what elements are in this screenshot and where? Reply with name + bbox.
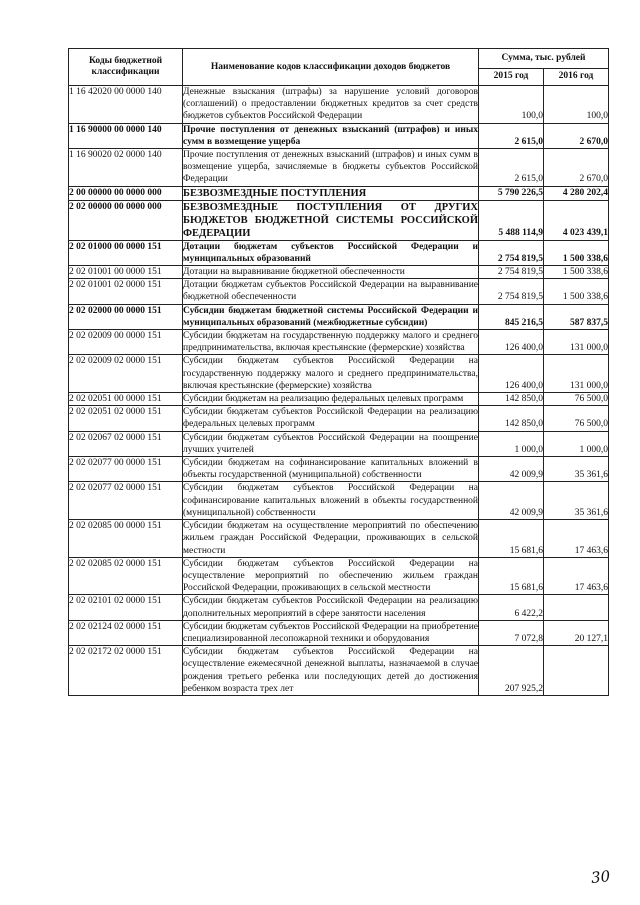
table-row [69, 482, 609, 520]
budget-code: 2 02 02085 02 0000 151 [69, 557, 183, 595]
amount-2015: 100,0 [479, 86, 544, 124]
table-row [69, 393, 609, 406]
revenue-name: БЕЗВОЗМЕЗДНЫЕ ПОСТУПЛЕНИЯ ОТ ДРУГИХ БЮДЖЕТОВ БЮДЖЕТНОЙ СИСТЕМЫ РОССИЙСКОЙ ФЕДЕРАЦИИ [183, 201, 478, 239]
table-row [69, 431, 609, 456]
revenue-name: Субсидии бюджетам на реализацию федеральных целевых программ [183, 393, 479, 406]
amount-2015: 845 216,5 [479, 304, 544, 329]
budget-code: 2 02 02124 02 0000 151 [69, 620, 183, 645]
table-row [69, 240, 609, 265]
revenue-name: Субсидии бюджетам бюджетной системы Российской Федерации и муниципальных образований (межбюджетные субсидии) [183, 305, 478, 328]
revenue-name: Прочие поступления от денежных взысканий (штрафов) и иных сумм в возмещение ущерба [183, 124, 478, 147]
budget-code: 1 16 90020 02 0000 140 [69, 149, 183, 187]
amount-2016: 2 670,0 [544, 149, 609, 187]
amount-2015: 207 925,2 [479, 646, 544, 696]
amount-2016: 1 000,0 [544, 431, 609, 456]
revenue-name: Субсидии бюджетам субъектов Российской Федерации на поощрение лучших учителей [183, 432, 478, 455]
amount-2016: 35 361,6 [544, 457, 609, 482]
header-sum: Сумма, тыс. рублей [479, 49, 609, 69]
budget-code: 2 02 02077 00 0000 151 [69, 457, 183, 482]
table-row [69, 646, 609, 696]
revenue-name: Субсидии бюджетам субъектов Российской Федерации на осуществление ежемесячной денежной выплаты, назначаемой в случае рождения третьего ребенка или последующих детей до достижения ребенком возраста трех лет [183, 647, 478, 694]
amount-2015: 42 009,9 [479, 482, 544, 520]
amount-2016: 100,0 [544, 86, 609, 124]
revenue-name: Субсидии бюджетам субъектов Российской Федерации на реализацию дополнительных мероприятий в сфере занятости населения [183, 596, 478, 619]
revenue-name: Денежные взыскания (штрафы) за нарушение условий договоров (соглашений) о предоставлении бюджетных кредитов за счет средств бюджетов субъектов Российской Федерации [183, 87, 478, 122]
table-row [69, 355, 609, 393]
amount-2015: 2 754 819,5 [479, 266, 544, 279]
header-names: Наименование кодов классификации доходов бюджетов [183, 49, 479, 86]
amount-2015: 7 072,8 [479, 620, 544, 645]
amount-2015: 15 681,6 [479, 557, 544, 595]
table-row [69, 330, 609, 355]
amount-2016: 20 127,1 [544, 620, 609, 645]
revenue-name: БЕЗВОЗМЕЗДНЫЕ ПОСТУПЛЕНИЯ [183, 186, 479, 200]
budget-code: 1 16 90000 00 0000 140 [69, 123, 183, 148]
amount-2016: 17 463,6 [544, 520, 609, 558]
budget-code: 2 02 02009 02 0000 151 [69, 355, 183, 393]
table-row [69, 406, 609, 431]
budget-code: 2 02 02077 02 0000 151 [69, 482, 183, 520]
amount-2015: 5 790 226,5 [479, 186, 544, 200]
budget-code: 2 02 01000 00 0000 151 [69, 240, 183, 265]
revenue-name: Субсидии бюджетам на софинансирование капитальных вложений в объекты государственной (муниципальной) собственности [183, 458, 478, 481]
table-row [69, 279, 609, 304]
revenue-name: Субсидии бюджетам на осуществление мероприятий по обеспечению жильем граждан Российской Федерации, проживающих в сельской местности [183, 521, 478, 556]
amount-2015: 2 754 819,5 [479, 279, 544, 304]
budget-code: 2 00 00000 00 0000 000 [69, 186, 183, 200]
amount-2016 [544, 595, 609, 620]
budget-code: 2 02 01001 02 0000 151 [69, 279, 183, 304]
amount-2016: 1 500 338,6 [544, 240, 609, 265]
revenue-name: Дотации на выравнивание бюджетной обеспеченности [183, 266, 479, 279]
amount-2016: 1 500 338,6 [544, 279, 609, 304]
table-row [69, 595, 609, 620]
page-number: 30 [590, 867, 611, 887]
amount-2015: 2 754 819,5 [479, 240, 544, 265]
revenue-table [68, 48, 609, 696]
table-row [69, 520, 609, 558]
table-row [69, 457, 609, 482]
amount-2016: 1 500 338,6 [544, 266, 609, 279]
budget-code: 2 02 02051 02 0000 151 [69, 406, 183, 431]
amount-2016: 76 500,0 [544, 393, 609, 406]
budget-code: 2 02 02085 00 0000 151 [69, 520, 183, 558]
revenue-name: Субсидии бюджетам субъектов Российской Федерации на осуществление мероприятий по обеспечению жильем граждан Российской Федерации, проживающих в сельской местности [183, 558, 478, 594]
revenue-name: Субсидии бюджетам субъектов Российской Федерации на государственную поддержку малого и среднего предпринимательства, включая крестьянские (фермерские) хозяйства [183, 356, 478, 391]
header-year-2016: 2016 год [544, 68, 609, 85]
revenue-name: Прочие поступления от денежных взысканий (штрафов) и иных сумм в возмещение ущерба, зачисляемые в бюджеты субъектов Российской Федерации [183, 150, 478, 185]
table-row [69, 557, 609, 595]
amount-2016: 76 500,0 [544, 406, 609, 431]
revenue-name: Субсидии бюджетам субъектов Российской Федерации на софинансирование капитальных вложений в объекты государственной (муниципальной) собственности [183, 483, 478, 518]
budget-code: 2 02 00000 00 0000 000 [69, 200, 183, 240]
budget-code: 2 02 02051 00 0000 151 [69, 393, 183, 406]
table-row [69, 186, 609, 200]
amount-2016: 587 837,5 [544, 304, 609, 329]
header-year-2015: 2015 год [479, 68, 544, 85]
table-row [69, 86, 609, 124]
amount-2015: 2 615,0 [479, 149, 544, 187]
amount-2016: 2 670,0 [544, 123, 609, 148]
amount-2016: 131 000,0 [544, 355, 609, 393]
table-row [69, 620, 609, 645]
table-row [69, 123, 609, 148]
amount-2015: 126 400,0 [479, 330, 544, 355]
revenue-name: Субсидии бюджетам на государственную поддержку малого и среднего предпринимательства, включая крестьянские (фермерские) хозяйства [183, 331, 478, 354]
amount-2016 [544, 646, 609, 696]
amount-2015: 126 400,0 [479, 355, 544, 393]
amount-2016: 35 361,6 [544, 482, 609, 520]
amount-2015: 142 850,0 [479, 393, 544, 406]
revenue-name: Субсидии бюджетам субъектов Российской Федерации на приобретение специализированной лесопожарной техники и оборудования [183, 621, 478, 644]
revenue-name: Дотации бюджетам субъектов Российской Федерации и муниципальных образований [183, 241, 478, 264]
budget-code: 2 02 02172 02 0000 151 [69, 646, 183, 696]
revenue-name: Субсидии бюджетам субъектов Российской Федерации на реализацию федеральных целевых программ [183, 407, 478, 430]
table-row [69, 200, 609, 240]
amount-2016: 4 280 202,4 [544, 186, 609, 200]
amount-2015: 142 850,0 [479, 406, 544, 431]
table-row [69, 266, 609, 279]
budget-code: 2 02 02101 02 0000 151 [69, 595, 183, 620]
amount-2015: 42 009,9 [479, 457, 544, 482]
table-row [69, 149, 609, 187]
amount-2015: 1 000,0 [479, 431, 544, 456]
amount-2015: 2 615,0 [479, 123, 544, 148]
header-codes: Коды бюджетной классификации [69, 49, 183, 86]
budget-code: 2 02 02000 00 0000 151 [69, 304, 183, 329]
revenue-name: Дотации бюджетам субъектов Российской Федерации на выравнивание бюджетной обеспеченности [183, 280, 478, 303]
table-row [69, 304, 609, 329]
amount-2016: 17 463,6 [544, 557, 609, 595]
amount-2015: 5 488 114,9 [479, 200, 544, 240]
budget-code: 2 02 01001 00 0000 151 [69, 266, 183, 279]
budget-code: 1 16 42020 00 0000 140 [69, 86, 183, 124]
budget-code: 2 02 02009 00 0000 151 [69, 330, 183, 355]
budget-code: 2 02 02067 02 0000 151 [69, 431, 183, 456]
amount-2016: 131 000,0 [544, 330, 609, 355]
amount-2015: 15 681,6 [479, 520, 544, 558]
amount-2015: 6 422,2 [479, 595, 544, 620]
amount-2016: 4 023 439,1 [544, 200, 609, 240]
